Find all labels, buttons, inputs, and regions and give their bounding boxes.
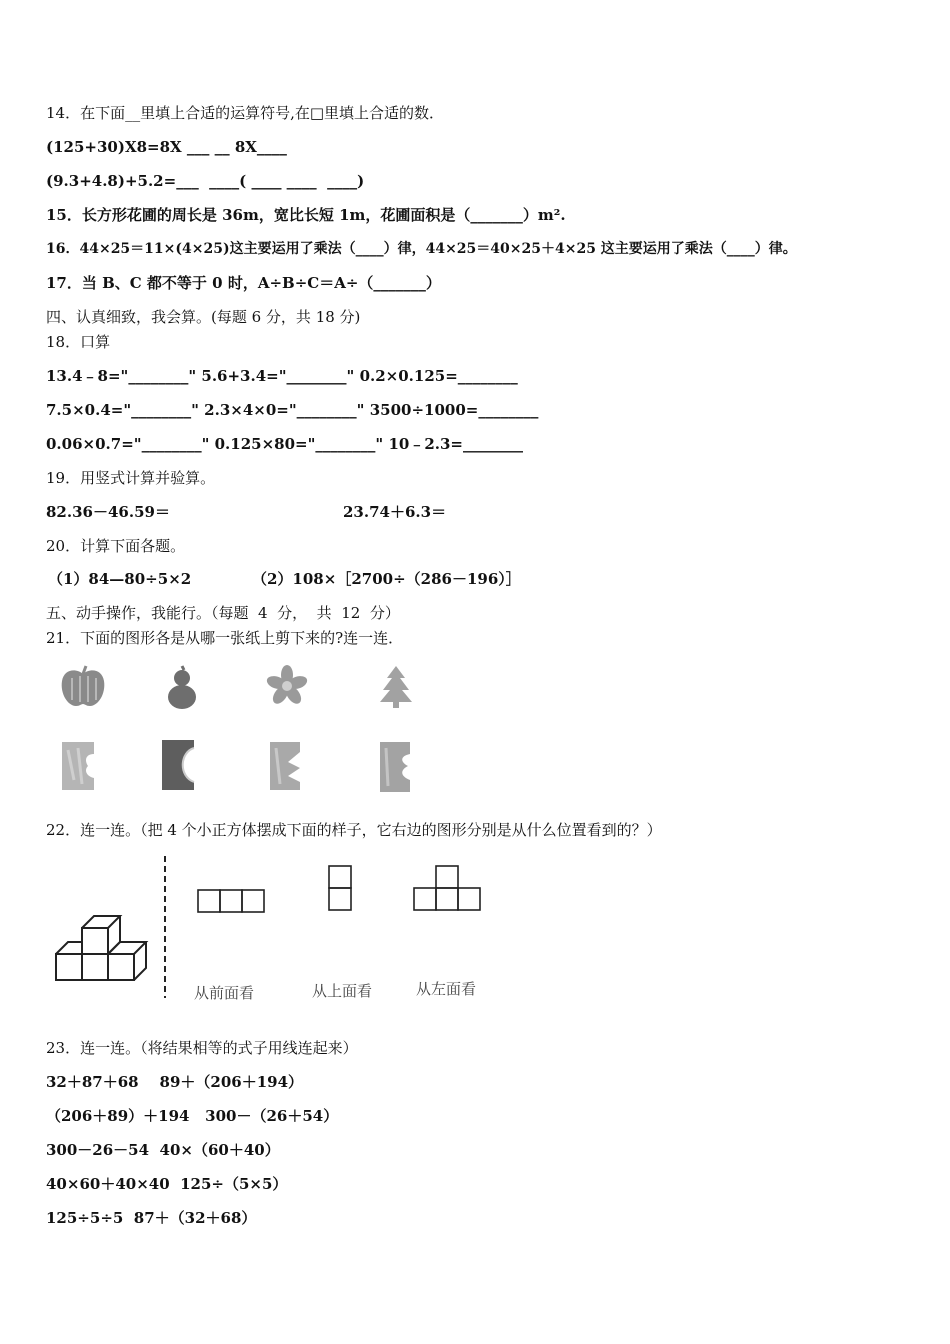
q23-row: （206＋89）＋194 300－（26＋54）	[46, 1107, 339, 1125]
paper-sheet-c-icon	[268, 740, 302, 792]
q19-stem: 19．用竖式计算并验算。	[46, 469, 216, 487]
section5-title: 五、动手操作，我能行。（每题 4 分， 共 12 分）	[46, 604, 400, 622]
q22-stem: 22．连一连。（把 4 个小正方体摆成下面的样子，它右边的图形分别是从什么位置看到的？）	[46, 821, 662, 839]
tree-cutout-icon	[376, 664, 416, 710]
paper-sheet-d-icon	[378, 740, 412, 794]
paper-sheet-a-icon	[60, 740, 96, 792]
q16-text: 16．44×25＝11×(4×25)这主要运用了乘法（____）律，44×25＝40×25＋4×25 这主要运用了乘法（____）律。	[46, 241, 797, 257]
q19-expr-b: 23.74＋6.3＝	[343, 503, 447, 521]
q21-stem: 21．下面的图形各是从哪一张纸上剪下来的?连一连．	[46, 629, 404, 647]
gourd-cutout-icon	[162, 664, 202, 712]
q14-stem: 14．在下面__里填上合适的运算符号,在□里填上合适的数．	[46, 104, 445, 122]
q20-expr-a: （1）84—80÷5×2	[48, 570, 192, 588]
top-view-figure	[327, 864, 355, 914]
section4-title: 四、认真细致，我会算。(每题 6 分，共 18 分)	[46, 308, 361, 326]
q18-stem: 18．口算	[46, 333, 111, 351]
paper-sheet-b-icon	[160, 738, 196, 792]
apple-cutout-icon	[58, 664, 108, 710]
q23-row: 300－26－54 40×（60＋40）	[46, 1141, 280, 1159]
left-view-figure	[412, 864, 484, 914]
cube-stack-drawing	[50, 910, 150, 986]
q14-line1: (125+30)X8=8X ___ __ 8X____	[46, 138, 287, 156]
q17-text: 17．当 B、C 都不等于 0 时，A÷B÷C＝A÷（_______）	[46, 274, 441, 292]
q23-row: 32＋87＋68 89＋（206＋194）	[46, 1073, 304, 1091]
q18-row2: 7.5×0.4="________" 2.3×4×0="________" 3500÷1000=________	[46, 401, 539, 419]
q20-stem: 20．计算下面各题。	[46, 537, 186, 555]
q23-stem: 23．连一连。（将结果相等的式子用线连起来）	[46, 1039, 358, 1057]
caption-front-view: 从前面看	[194, 984, 255, 1002]
q14-line2: (9.3+4.8)+5.2=___ ____( ____ ____ ____)	[46, 172, 365, 190]
q23-row: 125÷5÷5 87＋（32＋68）	[46, 1209, 257, 1227]
dashed-divider	[160, 854, 170, 1000]
q19-expr-a: 82.36－46.59＝	[46, 503, 170, 521]
caption-left-view: 从左面看	[416, 980, 477, 998]
flower-cutout-icon	[264, 664, 310, 708]
q15-text: 15．长方形花圃的周长是 36m，宽比长短 1m，花圃面积是（_______）m².	[46, 206, 566, 224]
q18-row3: 0.06×0.7="________" 0.125×80="________" 10﹣2.3=________	[46, 435, 523, 453]
q20-expr-b: （2）108×［2700÷（286－196）］	[252, 570, 521, 588]
q23-row: 40×60＋40×40 125÷（5×5）	[46, 1175, 288, 1193]
front-view-figure	[196, 888, 268, 914]
caption-top-view: 从上面看	[312, 982, 373, 1000]
q18-row1: 13.4﹣8="________" 5.6+3.4="________" 0.2×0.125=________	[46, 367, 518, 385]
